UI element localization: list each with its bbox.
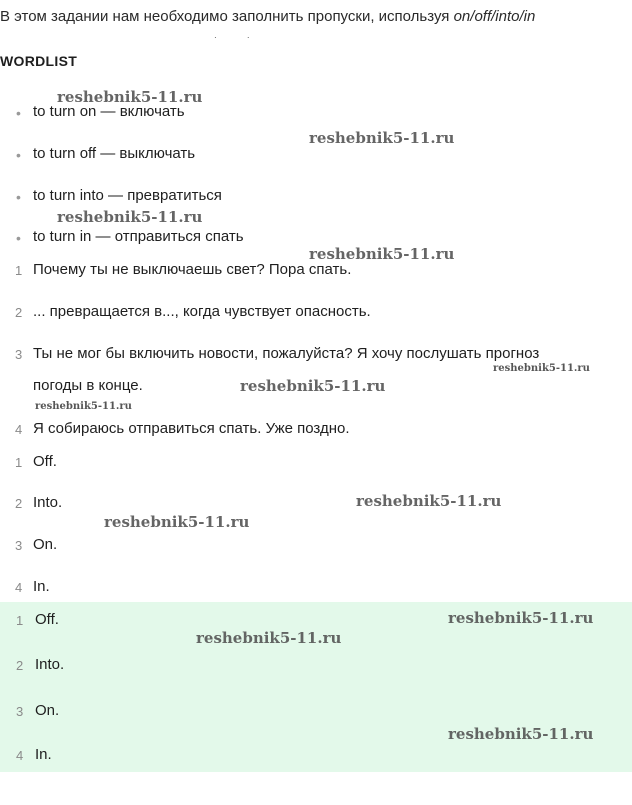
watermark: reshebnik5-11.ru: [57, 88, 203, 106]
highlighted-answer-text: On.: [35, 702, 60, 719]
watermark: reshebnik5-11.ru: [196, 629, 342, 647]
highlighted-answers-box: [0, 602, 632, 772]
watermark: reshebnik5-11.ru: [35, 401, 132, 412]
intro-emphasis: on/off/into/in: [453, 8, 536, 25]
sentence-number: 3: [15, 347, 23, 362]
bullet-icon: •: [16, 189, 21, 205]
intro-text: [0, 8, 535, 25]
sentence-number: 4: [15, 422, 23, 437]
sentence-text-line2: погоды в конце.: [33, 377, 143, 394]
highlighted-answer-text: Into.: [35, 656, 65, 673]
highlighted-answer-text: In.: [35, 746, 52, 763]
wordlist-item: to turn in — отправиться спать: [33, 228, 244, 245]
highlighted-answer-number: 4: [16, 748, 24, 763]
sentence-text-line1: Ты не мог бы включить новости, пожалуйста? Я хочу послушать прогноз: [33, 345, 540, 362]
watermark: reshebnik5-11.ru: [104, 513, 250, 531]
decorative-dots: · ·: [214, 33, 264, 42]
watermark: reshebnik5-11.ru: [356, 492, 502, 510]
wordlist-heading: WORDLIST: [0, 53, 78, 69]
answer-text: On.: [33, 536, 58, 553]
answer-number: 2: [15, 496, 23, 511]
sentence-number: 2: [15, 305, 23, 320]
sentence-text: Почему ты не выключаешь свет? Пора спать.: [33, 261, 352, 278]
watermark: reshebnik5-11.ru: [309, 129, 455, 147]
wordlist-item: to turn into — превратиться: [33, 187, 222, 204]
sentence-text: Я собираюсь отправиться спать. Уже поздно.: [33, 420, 350, 437]
watermark: reshebnik5-11.ru: [448, 725, 594, 743]
wordlist-item: to turn on — включать: [33, 103, 185, 120]
sentence-number: 1: [15, 263, 23, 278]
watermark: reshebnik5-11.ru: [57, 208, 203, 226]
watermark: reshebnik5-11.ru: [493, 363, 590, 374]
highlighted-answer-number: 3: [16, 704, 24, 719]
answer-number: 1: [15, 455, 23, 470]
answer-text: Off.: [33, 453, 57, 470]
intro-main: В этом задании нам необходимо заполнить пропуски, используя: [0, 8, 454, 25]
answer-text: In.: [33, 578, 50, 595]
answer-text: Into.: [33, 494, 63, 511]
answer-number: 3: [15, 538, 23, 553]
highlighted-answer-text: Off.: [35, 611, 59, 628]
highlighted-answer-number: 1: [16, 613, 24, 628]
answer-number: 4: [15, 580, 23, 595]
sentence-text: ... превращается в..., когда чувствует опасность.: [33, 303, 371, 320]
watermark: reshebnik5-11.ru: [309, 245, 455, 263]
wordlist-item: to turn off — выключать: [33, 145, 196, 162]
highlighted-answer-number: 2: [16, 658, 24, 673]
bullet-icon: •: [16, 147, 21, 163]
watermark: reshebnik5-11.ru: [240, 377, 386, 395]
bullet-icon: •: [16, 230, 21, 246]
watermark: reshebnik5-11.ru: [448, 609, 594, 627]
bullet-icon: •: [16, 105, 21, 121]
